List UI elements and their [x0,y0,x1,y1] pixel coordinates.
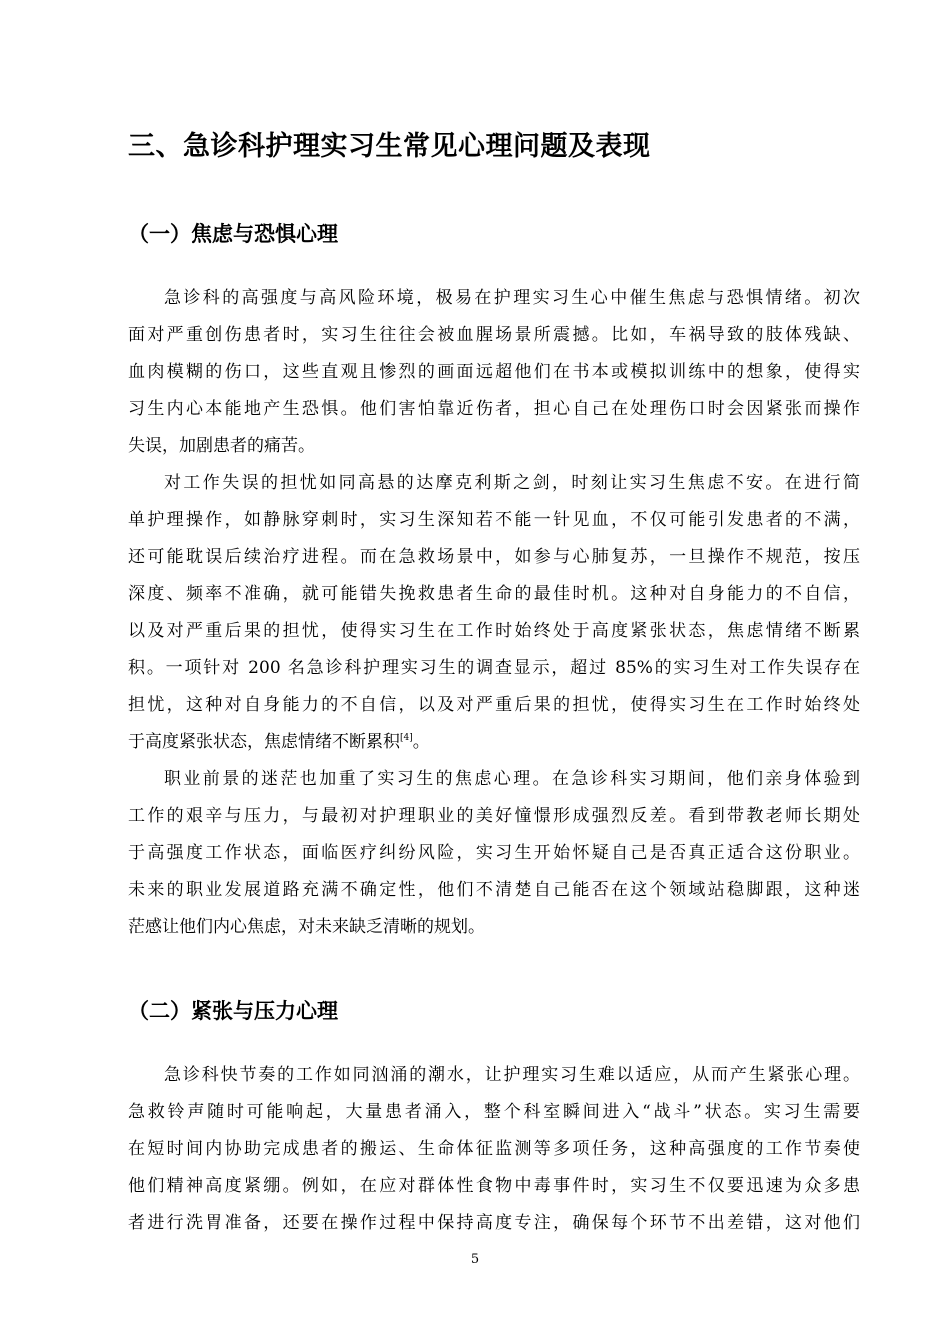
text-line-content: 于高度紧张状态，焦虑情绪不断累积 [128,732,400,752]
section-heading-1: （一）焦虑与恐惧心理 [128,222,338,246]
text-line: 对工作失误的担忧如同高悬的达摩克利斯之剑，时刻让实习生焦虑不安。在进行简 [164,473,860,493]
text-line: 以及对严重后果的担忧，使得实习生在工作时始终处于高度紧张状态，焦虑情绪不断累 [128,621,860,641]
paragraph-4 [128,1057,860,1242]
paragraph-2 [128,465,860,761]
text-line-end: 。 [412,732,430,752]
text-line: 急救铃声随时可能响起，大量患者涌入，整个科室瞬间进入“战斗”状态。实习生需要 [128,1102,860,1122]
section-heading-2: （二）紧张与压力心理 [128,999,338,1023]
text-line: 还可能耽误后续治疗进程。而在急救场景中，如参与心肺复苏，一旦操作不规范，按压 [128,547,860,567]
text-line: 未来的职业发展道路充满不确定性，他们不清楚自己能否在这个领域站稳脚跟，这种迷 [128,880,860,900]
text-line: 面对严重创伤患者时，实习生往往会被血腥场景所震撼。比如，车祸导致的肢体残缺、 [128,325,860,345]
section-2-body [128,1057,860,1242]
text-line: 积。一项针对 200 名急诊科护理实习生的调查显示，超过 85%的实习生对工作失误存在 [128,658,860,678]
section-1-body [128,280,860,946]
text-line: 茫感让他们内心焦虑，对未来缺乏清晰的规划。 [128,917,485,937]
citation-ref: [4] [400,733,413,743]
text-line: 深度、频率不准确，就可能错失挽救患者生命的最佳时机。这种对自身能力的不自信， [128,584,860,604]
text-line: 于高强度工作状态，面临医疗纠纷风险，实习生开始怀疑自己是否真正适合这份职业。 [128,843,860,863]
text-line: 急诊科的高强度与高风险环境，极易在护理实习生心中催生焦虑与恐惧情绪。初次 [164,288,860,308]
paragraph-3 [128,761,860,946]
chapter-heading: 三、急诊科护理实习生常见心理问题及表现 [128,131,651,162]
text-line: 他们精神高度紧绷。例如，在应对群体性食物中毒事件时，实习生不仅要迅速为众多患 [128,1176,860,1196]
page-number: 5 [470,1252,480,1267]
text-line: 血肉模糊的伤口，这些直观且惨烈的画面远超他们在书本或模拟训练中的想象，使得实 [128,362,860,382]
text-line: 者进行洗胃准备，还要在操作过程中保持高度专注，确保每个环节不出差错，这对他们 [128,1213,860,1233]
text-line: 担忧，这种对自身能力的不自信，以及对严重后果的担忧，使得实习生在工作时始终处 [128,695,860,715]
text-line: 失误，加剧患者的痛苦。 [128,436,315,456]
text-line [128,724,860,761]
text-line: 工作的艰辛与压力，与最初对护理职业的美好憧憬形成强烈反差。看到带教老师长期处 [128,806,860,826]
text-line: 在短时间内协助完成患者的搬运、生命体征监测等多项任务，这种高强度的工作节奏使 [128,1139,860,1159]
text-line: 单护理操作，如静脉穿刺时，实习生深知若不能一针见血，不仅可能引发患者的不满， [128,510,860,530]
text-line: 职业前景的迷茫也加重了实习生的焦虑心理。在急诊科实习期间，他们亲身体验到 [164,769,860,789]
paragraph-1 [128,280,860,465]
text-line: 急诊科快节奏的工作如同汹涌的潮水，让护理实习生难以适应，从而产生紧张心理。 [164,1065,860,1085]
text-line: 习生内心本能地产生恐惧。他们害怕靠近伤者，担心自己在处理伤口时会因紧张而操作 [128,399,860,419]
